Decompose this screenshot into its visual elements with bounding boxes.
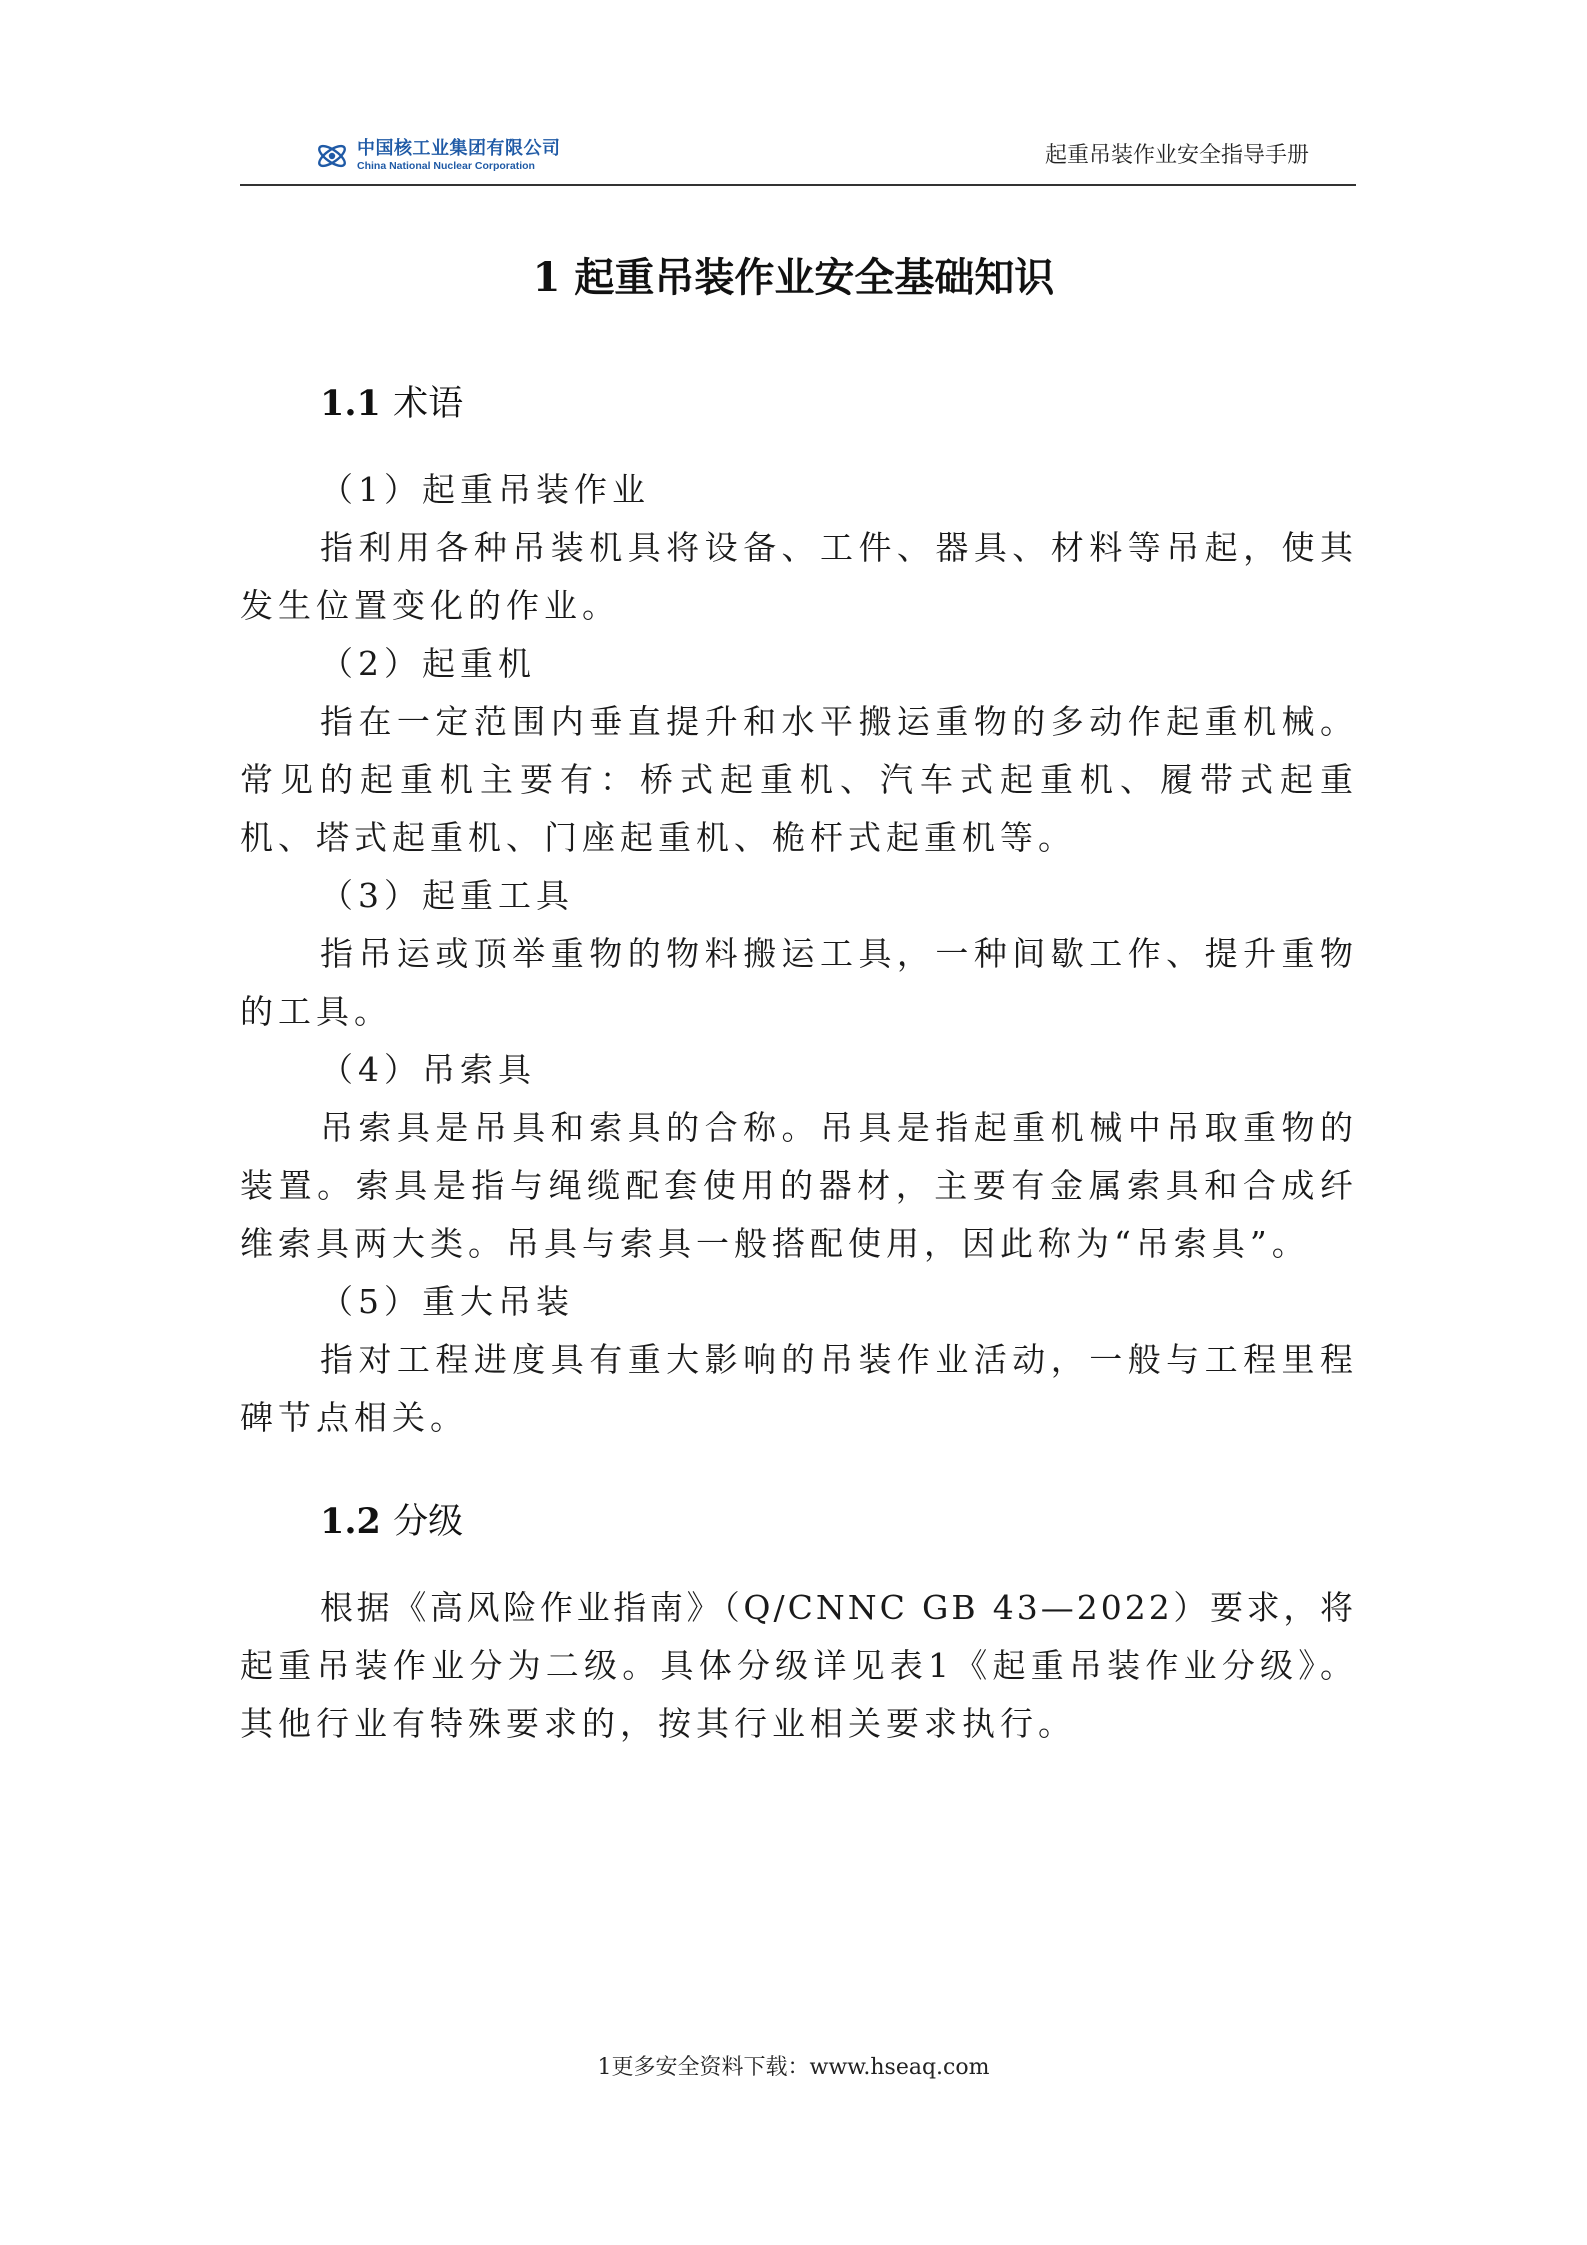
term-heading: （4）吊索具 [320,1050,536,1089]
atom-logo-icon [315,139,349,173]
paragraph-line: 发生位置变化的作业。 [240,586,620,625]
cnnc-logo [315,136,561,176]
paragraph-line: 指对工程进度具有重大影响的吊装作业活动，一般与工程里程 [320,1340,1356,1379]
term-heading: （5）重大吊装 [320,1282,574,1321]
chapter-title: 1 起重吊装作业安全基础知识 [532,254,1055,301]
section-heading-terms [320,376,463,426]
term-heading: （2）起重机 [320,644,536,683]
section-title: 分级 [393,1502,464,1542]
paragraph-line: 指吊运或顶举重物的物料搬运工具，一种间歇工作、提升重物 [320,934,1356,973]
paragraph-line: 其他行业有特殊要求的，按其行业相关要求执行。 [240,1704,1076,1743]
section-number: 1.2 [320,1501,381,1542]
section-title: 术语 [393,384,464,424]
paragraph-line: 起重吊装作业分为二级。具体分级详见表1《起重吊装作业分级》。 [240,1646,1356,1685]
paragraph-line: 常见的起重机主要有：桥式起重机、汽车式起重机、履带式起重 [240,760,1356,799]
term-heading: （1）起重吊装作业 [320,470,650,509]
page-footer: 1更多安全资料下载：www.hseaq.com [597,2055,990,2080]
term-heading: （3）起重工具 [320,876,574,915]
document-title: 起重吊装作业安全指导手册 [1044,143,1309,168]
page-header [240,128,1356,186]
paragraph-line: 机、塔式起重机、门座起重机、桅杆式起重机等。 [240,818,1076,857]
paragraph-line: 装置。索具是指与绳缆配套使用的器材，主要有金属索具和合成纤 [240,1166,1356,1205]
paragraph-line: 指利用各种吊装机具将设备、工件、器具、材料等吊起，使其 [320,528,1356,567]
paragraph-line: 根据《高风险作业指南》（Q/CNNC GB 43—2022）要求，将 [320,1588,1356,1627]
section-heading-grading [320,1494,463,1544]
paragraph-line: 维索具两大类。吊具与索具一般搭配使用，因此称为“吊索具”。 [240,1224,1310,1263]
paragraph-line: 的工具。 [240,992,392,1031]
section-number: 1.1 [320,383,381,424]
paragraph-line: 碑节点相关。 [240,1398,468,1437]
paragraph-line: 指在一定范围内垂直提升和水平搬运重物的多动作起重机械。 [320,702,1356,741]
logo-english-name: China National Nuclear Corporation [357,160,535,173]
paragraph-line: 吊索具是吊具和索具的合称。吊具是指起重机械中吊取重物的 [320,1108,1356,1147]
logo-chinese-name: 中国核工业集团有限公司 [357,138,561,160]
